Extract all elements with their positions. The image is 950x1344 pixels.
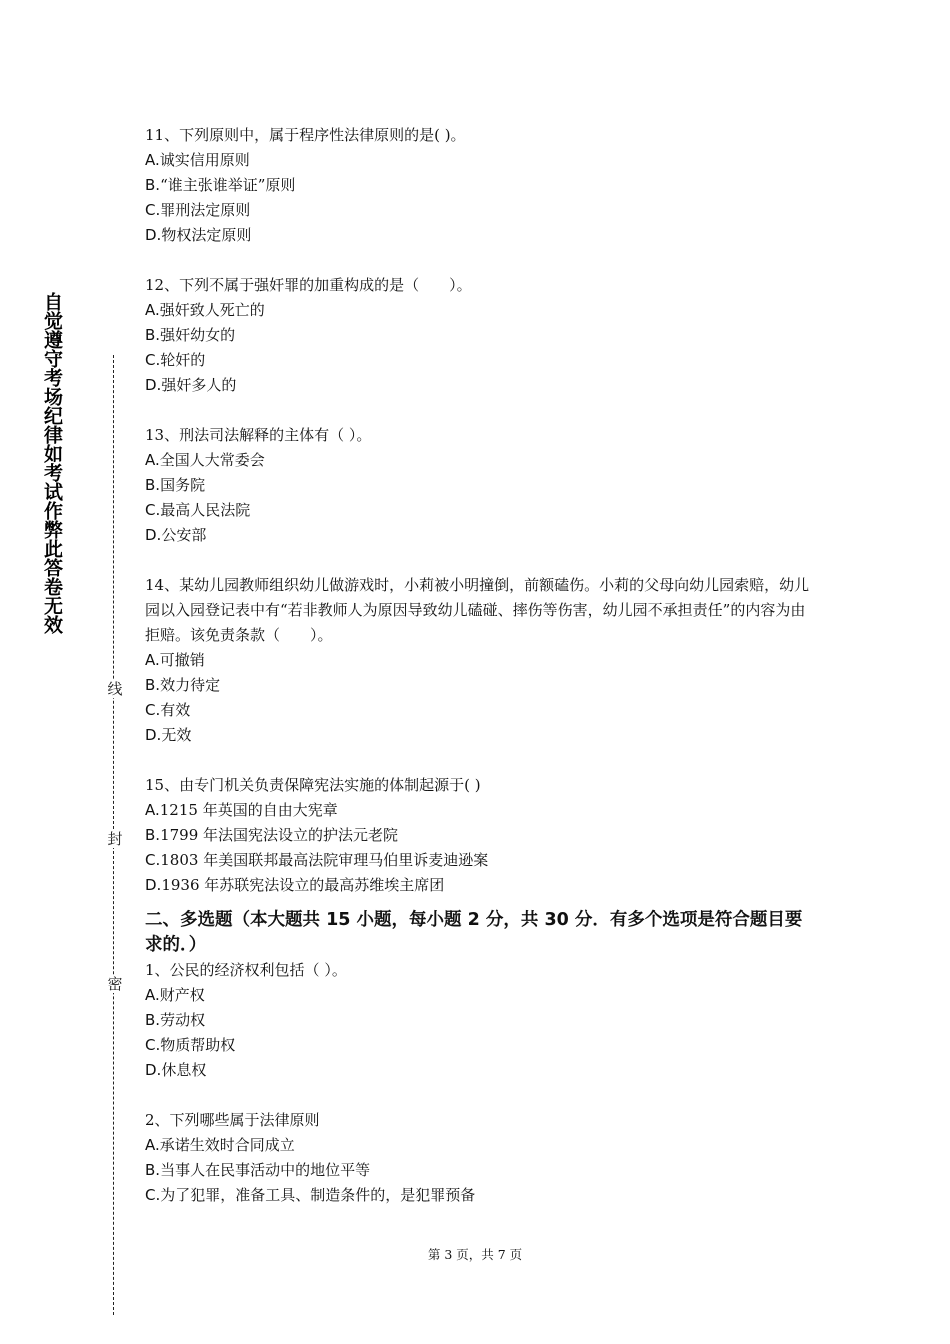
multi-question-1 bbox=[145, 958, 810, 1083]
option-c: C.为了犯罪，准备工具、制造条件的，是犯罪预备 bbox=[145, 1186, 476, 1204]
option-b: B.国务院 bbox=[145, 476, 206, 494]
question-stem: 13、刑法司法解释的主体有（ ）。 bbox=[145, 426, 372, 444]
option-c: C.罪刑法定原则 bbox=[145, 201, 251, 219]
option-c: C.最高人民法院 bbox=[145, 501, 251, 519]
section-2-title: 二、多选题（本大题共 15 小题，每小题 2 分，共 30 分．有多个选项是符合题目要求的．） bbox=[145, 910, 803, 955]
question-12 bbox=[145, 273, 810, 398]
question-stem: 2、下列哪些属于法律原则 bbox=[145, 1111, 320, 1129]
option-b: B.劳动权 bbox=[145, 1011, 206, 1029]
option-d: D.物权法定原则 bbox=[145, 226, 252, 244]
multi-question-2 bbox=[145, 1108, 810, 1208]
option-b: B.强奸幼女的 bbox=[145, 326, 236, 344]
question-13 bbox=[145, 423, 810, 548]
option-b: B.1799 年法国宪法设立的护法元老院 bbox=[145, 826, 399, 844]
option-b: B.当事人在民事活动中的地位平等 bbox=[145, 1161, 371, 1179]
option-b: B.“谁主张谁举证”原则 bbox=[145, 176, 296, 194]
option-c: C.物质帮助权 bbox=[145, 1036, 236, 1054]
question-stem: 1、公民的经济权利包括（ ）。 bbox=[145, 961, 347, 979]
exam-discipline-notice: 自觉遵守考场纪律如考试作弊此答卷无效 bbox=[41, 292, 63, 634]
question-stem: 14、某幼儿园教师组织幼儿做游戏时，小莉被小明撞倒，前额磕伤。小莉的父母向幼儿园索赔，幼儿园以入园登记表中有“若非教师人为原因导致幼儿磕碰、摔伤等伤害，幼儿园不承担责任”的内容为由拒赔。该免责条款（ ）。 bbox=[145, 576, 810, 644]
question-stem: 12、下列不属于强奸罪的加重构成的是（ ）。 bbox=[145, 276, 472, 294]
question-11 bbox=[145, 123, 810, 248]
exam-content bbox=[145, 123, 810, 1233]
option-c: C.有效 bbox=[145, 701, 191, 719]
option-a: A.承诺生效时合同成立 bbox=[145, 1136, 295, 1154]
option-d: D.公安部 bbox=[145, 526, 207, 544]
option-c: C.轮奸的 bbox=[145, 351, 206, 369]
option-d: D.休息权 bbox=[145, 1061, 207, 1079]
option-c: C.1803 年美国联邦最高法院审理马伯里诉麦迪逊案 bbox=[145, 851, 489, 869]
option-d: D.1936 年苏联宪法设立的最高苏维埃主席团 bbox=[145, 876, 445, 894]
option-a: A.诚实信用原则 bbox=[145, 151, 250, 169]
question-14 bbox=[145, 573, 810, 748]
option-d: D.强奸多人的 bbox=[145, 376, 237, 394]
option-a: A.全国人大常委会 bbox=[145, 451, 265, 469]
option-b: B.效力待定 bbox=[145, 676, 221, 694]
option-a: A.强奸致人死亡的 bbox=[145, 301, 265, 319]
question-stem: 15、由专门机关负责保障宪法实施的体制起源于( ) bbox=[145, 776, 481, 794]
binding-mark-mi: 密 bbox=[107, 975, 123, 993]
option-a: A.1215 年英国的自由大宪章 bbox=[145, 801, 338, 819]
binding-mark-xian: 线 bbox=[107, 680, 123, 698]
option-d: D.无效 bbox=[145, 726, 192, 744]
question-15 bbox=[145, 773, 810, 898]
binding-mark-feng: 封 bbox=[107, 830, 123, 848]
question-stem: 11、下列原则中，属于程序性法律原则的是( )。 bbox=[145, 126, 466, 144]
page-footer: 第 3 页，共 7 页 bbox=[427, 1247, 523, 1262]
option-a: A.可撤销 bbox=[145, 651, 205, 669]
option-a: A.财产权 bbox=[145, 986, 205, 1004]
